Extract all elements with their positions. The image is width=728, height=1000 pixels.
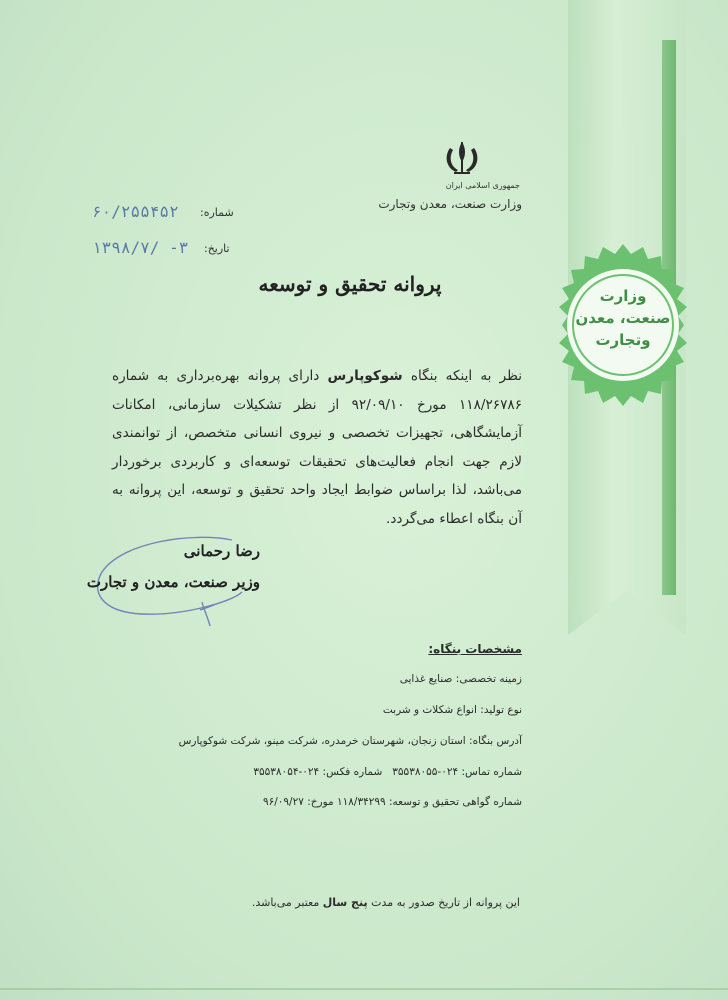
date-value: ۱۳۹۸/۷/ -۳ [92, 238, 189, 257]
license-body [112, 362, 522, 533]
validity-note [150, 896, 520, 909]
seal-line-1: وزارت [599, 287, 647, 305]
spec-product: نوع تولید: انواع شکلات و شربت [382, 704, 522, 716]
company-name: شوکوپارس [327, 368, 403, 384]
seal-line-3: وتجارت [595, 331, 651, 349]
ministry-name: وزارت صنعت، معدن وتجارت [378, 197, 522, 211]
spec-address: آدرس بنگاه: استان زنجان، شهرستان خرمدره، شرکت مینو، شرکت شوکوپارس [178, 735, 522, 747]
spec-fax: شماره فکس: ۰۲۴-۳۵۵۳۸۰۵۴ [253, 766, 383, 778]
body-part-1: نظر به اینکه بنگاه [402, 368, 523, 384]
validity-part-2: معتبر می‌باشد. [251, 896, 323, 909]
signer-name: رضا رحمانی [183, 542, 260, 560]
seal-line-2: صنعت، معدن [575, 309, 671, 327]
specs-heading: مشخصات بنگاه: [428, 642, 522, 656]
spec-contact [150, 766, 522, 778]
number-label: شماره: [200, 206, 234, 219]
page-title: پروانه تحقیق و توسعه [258, 272, 442, 296]
spec-phone: شماره تماس: ۰۲۴-۳۵۵۳۸۰۵۵ [392, 766, 522, 778]
seal-text [558, 285, 688, 351]
bottom-edge [0, 988, 728, 990]
spec-field: زمینه تخصصی: صنایع غذایی [399, 673, 522, 685]
spec-certificate: شماره گواهی تحقیق و توسعه: ۱۱۸/۳۴۲۹۹ مورخ: ۹۶/۰۹/۲۷ [262, 796, 522, 808]
number-value: ۶۰/۲۵۵۴۵۲ [92, 202, 179, 221]
signer-title: وزیر صنعت، معدن و تجارت [86, 573, 260, 591]
republic-name: جمهوری اسلامی ایران [445, 181, 520, 190]
validity-part-1: این پروانه از تاریخ صدور به مدت [367, 896, 520, 909]
iran-emblem-icon [440, 138, 484, 178]
validity-duration: پنج سال [322, 896, 368, 909]
date-label: تاریخ: [204, 242, 230, 255]
body-part-2: دارای پروانه بهره‌برداری به شماره ۱۱۸/۲۶۷۸۶ مورخ ۹۲/۰۹/۱۰ از نظر تشکیلات سازمانی، امکانات آزمایشگاهی، تجهیزات تخصصی و نیروی انسانی متخصص، از توانمندی لازم جهت انجام فعالیت‌های تحقیقات توسعه‌ای و کاربردی برخوردار می‌باشد، لذا براساس ضوابط ایجاد واحد تحقیق و توسعه، این پروانه به آن بنگاه اعطاء می‌گردد. [112, 368, 522, 527]
